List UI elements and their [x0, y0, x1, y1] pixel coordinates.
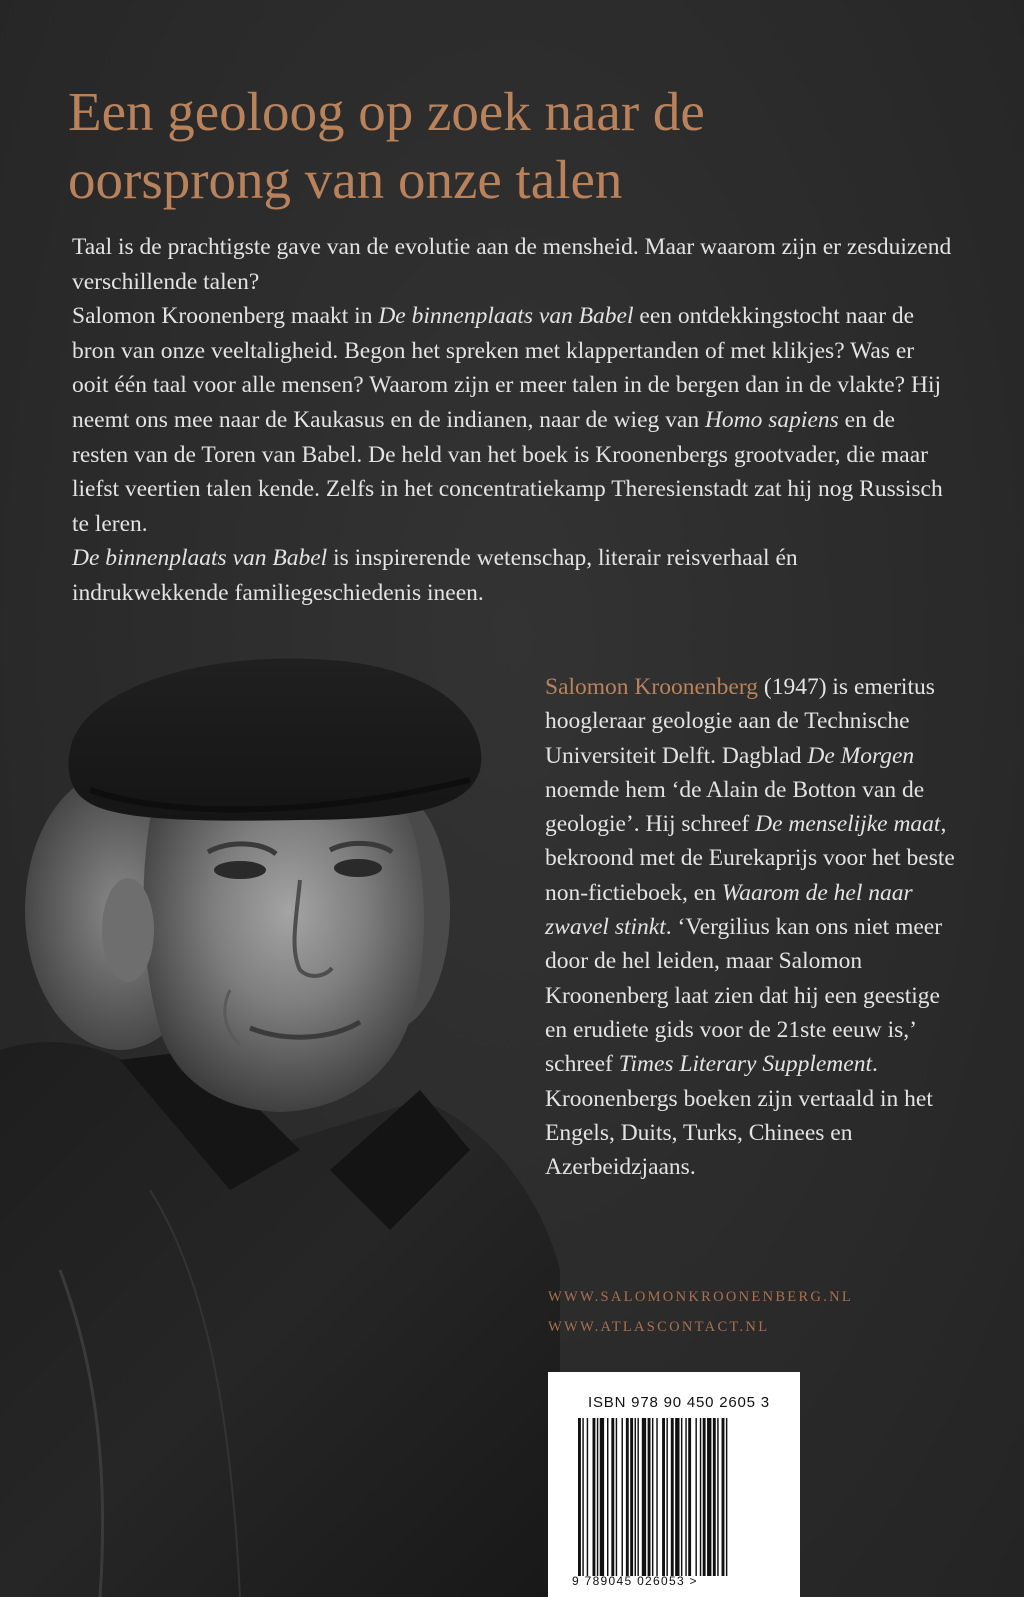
barcode-panel — [548, 1372, 800, 1597]
bio-text: . Kroonenbergs boeken zijn vertaald in het Engels, Duits, Turks, Chinees en Azerbeidzjaans. — [545, 1051, 933, 1181]
blurb-paragraph-2 — [72, 299, 952, 541]
author-photo — [0, 630, 560, 1597]
bio-text: (1947) is emeritus hoogleraar geologie aan de Technische Universiteit Delft. Dagblad — [545, 674, 935, 769]
barcode-digits: 9 789045 026053 > — [572, 1574, 698, 1588]
author-website-link[interactable]: WWW.SALOMONKROONENBERG.NL — [548, 1289, 854, 1305]
headline — [68, 78, 948, 214]
barcode-icon — [578, 1418, 778, 1576]
headline-line-1: Een geoloog op zoek naar de — [68, 81, 705, 142]
book-title: Waarom de hel naar zwavel stinkt — [545, 879, 913, 941]
author-name: Salomon Kroonenberg — [545, 674, 758, 700]
publisher-website-link[interactable]: WWW.ATLASCONTACT.NL — [548, 1319, 770, 1335]
publication-title: Times Literary Supplement — [618, 1051, 872, 1078]
book-title: De binnenplaats van Babel — [378, 303, 634, 330]
book-title: De binnenplaats van Babel — [72, 545, 328, 572]
bio-text: noemde hem ‘de Alain de Botton van de geologie’. Hij schreef — [545, 776, 925, 838]
bio-text: , bekroond met de Eurekaprijs voor het beste non-fictieboek, en — [545, 811, 955, 906]
newspaper-title: De Morgen — [807, 742, 915, 769]
blurb-paragraph-3 — [72, 541, 952, 610]
species-name: Homo sapiens — [704, 406, 839, 433]
website-links — [548, 1282, 853, 1342]
blurb-text: Salomon Kroonenberg maakt in — [72, 303, 379, 330]
author-bio — [545, 670, 955, 1184]
blurb-text: is inspirerende wetenschap, literair reisverhaal én indrukwekkende familiegeschiedenis ineen. — [72, 545, 798, 606]
book-title: De menselijke maat — [755, 811, 941, 838]
isbn-number: ISBN 978 90 450 2605 3 — [588, 1394, 770, 1411]
bio-text: . ‘Vergilius kan ons niet meer door de hel leiden, maar Salomon Kroonenberg laat zien dat hij een geestige en erudiete gids voor de 21ste eeuw is,’ schreef — [545, 914, 943, 1078]
blurb — [72, 230, 952, 611]
headline-line-2: oorsprong van onze talen — [68, 149, 623, 210]
blurb-text: een ontdekkingstocht naar de bron van onze veeltaligheid. Begon het spreken met klappertanden of met klikjes? Was er ooit één taal voor alle mensen? Waarom zijn er meer talen in de bergen dan in de vlakte? Hij neemt ons mee naar de Kaukasus en de indianen, naar de wieg van — [72, 303, 942, 433]
blurb-paragraph-1: Taal is de prachtigste gave van de evolutie aan de mensheid. Maar waarom zijn er zesduizend verschillende talen? — [72, 234, 952, 295]
blurb-text: en de resten van de Toren van Babel. De held van het boek is Kroonenbergs grootvader, die maar liefst veertien talen kende. Zelfs in het concentratiekamp Theresienstadt zat hij nog Russisch te leren. — [72, 406, 943, 537]
